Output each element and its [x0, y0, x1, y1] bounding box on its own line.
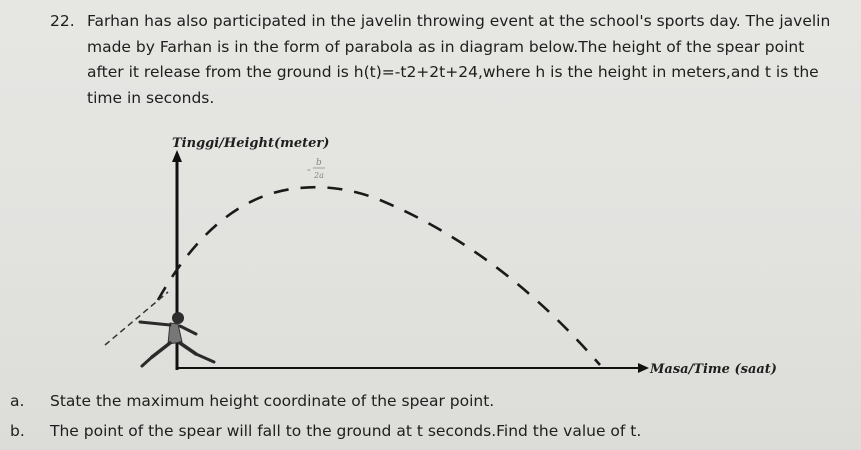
y-axis-label: Tinggi/Height(meter): [172, 136, 330, 151]
thrower-leg-front: [180, 343, 196, 354]
question-text-line-2: made by Farhan is in the form of parabola as in diagram below.The height of the spear point: [87, 38, 805, 56]
question-text-line-3: after it release from the ground is h(t)=-t2+2t+24,where h is the height in meters,and t is the: [87, 63, 819, 81]
parabola-dashed-curve: [158, 187, 600, 365]
thrower-arm-back: [140, 322, 170, 325]
vertex-label-sign: -: [307, 163, 311, 176]
question-text-line-4: time in seconds.: [87, 89, 215, 107]
thrower-arm-front: [180, 326, 196, 334]
thrower-leg-back: [152, 343, 170, 357]
question-text-line-1: Farhan has also participated in the javelin throwing event at the school's sports day. The javelin: [87, 12, 831, 30]
x-axis-arrowhead: [638, 363, 649, 373]
thrower-leg-back-lower: [142, 357, 152, 366]
x-axis-label: Masa/Time (saat): [650, 362, 777, 377]
thrower-leg-front-lower: [196, 354, 214, 362]
part-b-letter: b.: [10, 422, 25, 440]
part-b-text: The point of the spear will fall to the ground at t seconds.Find the value of t.: [50, 422, 642, 440]
part-a-text: State the maximum height coordinate of the spear point.: [50, 392, 495, 410]
vertex-label-denominator: 2a: [314, 171, 324, 180]
y-axis-arrowhead: [172, 150, 182, 162]
part-a-letter: a.: [10, 392, 25, 410]
vertex-label-numerator: b: [316, 158, 322, 168]
question-number: 22.: [50, 12, 75, 30]
thrower-head: [173, 313, 184, 324]
vertex-label: [307, 158, 325, 180]
